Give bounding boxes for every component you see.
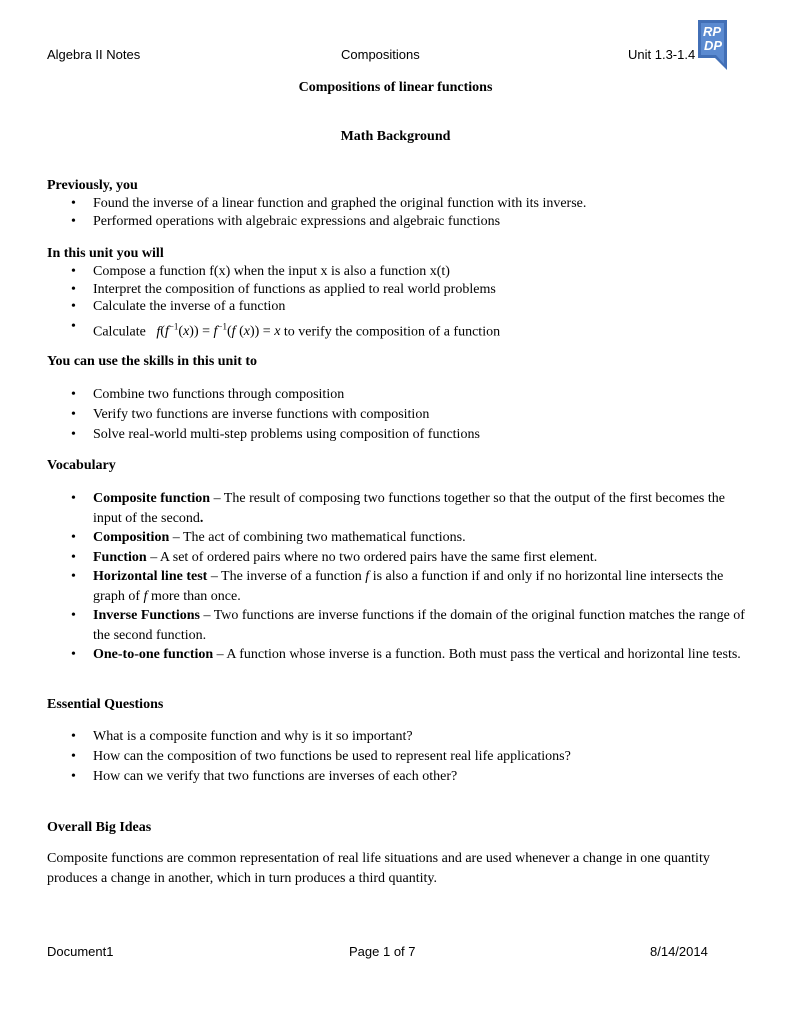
list-item: • Compose a function f(x) when the input x is also a function x(t) — [47, 263, 747, 281]
big-ideas-text: Composite functions are common representation of real life situations and are used whenever a change in one quantity produces a change in another, which in turn produces a third quantity. — [47, 851, 710, 886]
essential-list — [47, 727, 747, 787]
list-item-formula — [47, 316, 747, 344]
footer-center: Page 1 of 7 — [349, 944, 416, 959]
vocab-def: – Two functions are inverse functions if the domain of the original function matches the range of the second function. — [93, 608, 745, 643]
vocab-item — [47, 606, 747, 645]
previously-list — [47, 195, 747, 230]
logo-top-text: RP — [702, 24, 722, 39]
list-item: • Performed operations with algebraic expressions and algebraic functions — [47, 213, 747, 231]
list-item: • Interpret the composition of functions as applied to real world problems — [47, 281, 747, 299]
skills-list — [47, 385, 747, 445]
page-title: Compositions of linear functions — [298, 80, 493, 95]
list-item: • How can the composition of two functions be used to represent real life applications? — [47, 747, 747, 767]
vocab-term: Inverse Functions — [93, 608, 200, 623]
vocab-item — [47, 489, 747, 528]
essential-heading: Essential Questions — [47, 697, 164, 712]
list-item: • What is a composite function and why is it so important? — [47, 727, 747, 747]
rpdp-logo — [693, 18, 731, 72]
vocab-list — [47, 489, 747, 665]
vocab-term: One-to-one function — [93, 647, 214, 662]
vocab-math-f: f — [365, 569, 370, 584]
vocab-def: – The inverse of a function — [207, 569, 366, 584]
list-item: • Combine two functions through composition — [47, 385, 747, 405]
logo-bottom-text: DP — [703, 38, 723, 53]
list-item: • Calculate the inverse of a function — [47, 298, 747, 316]
page-subtitle: Math Background — [340, 129, 451, 144]
skills-heading: You can use the skills in this unit to — [47, 354, 258, 369]
vocab-item — [47, 567, 747, 606]
header-left: Algebra II Notes — [47, 47, 141, 62]
vocab-def: is also a function if and only if no horizontal line intersects the graph of — [93, 569, 724, 604]
vocab-item — [47, 645, 747, 665]
vocab-heading: Vocabulary — [47, 458, 116, 473]
list-item: • Verify two functions are inverse functions with composition — [47, 405, 747, 425]
vocab-def: – A set of ordered pairs where no two ordered pairs have the same first element. — [146, 549, 598, 565]
unit-list — [47, 263, 747, 343]
list-item: • Found the inverse of a linear function and graphed the original function with its inverse. — [47, 195, 747, 213]
vocab-tail: . — [199, 510, 204, 526]
vocab-def: – A function whose inverse is a function. Both must pass the vertical and horizontal line tests. — [213, 647, 741, 662]
vocab-term: Horizontal line test — [93, 569, 208, 584]
composition-formula: f — [149, 324, 161, 340]
footer-left: Document1 — [47, 944, 114, 959]
list-item: • How can we verify that two functions are inverses of each other? — [47, 767, 747, 787]
vocab-item — [47, 548, 747, 568]
vocab-term: Composite function — [93, 491, 211, 506]
vocab-term: Composition — [93, 530, 170, 545]
vocab-item — [47, 528, 747, 548]
vocab-def: – The result of composing two functions together so that the output of the first becomes the input of the second — [93, 491, 725, 526]
header-right: Unit 1.3-1.4 — [628, 47, 696, 62]
vocab-def: – The act of combining two mathematical functions. — [169, 530, 466, 545]
footer-right: 8/14/2014 — [650, 944, 708, 959]
vocab-math-f: f — [143, 588, 148, 604]
list-item: • Solve real-world multi-step problems using composition of functions — [47, 425, 747, 445]
calc-prefix: Calculate — [93, 324, 146, 340]
calc-suffix: to verify the composition of a function — [283, 324, 501, 340]
header-center: Compositions — [341, 47, 420, 62]
formula-rest: $(f^{-1}(x)) = f^{-1}(f$ (x)) = x — [160, 321, 281, 340]
vocab-term: Function — [93, 549, 147, 565]
vocab-def: more than once. — [147, 588, 241, 604]
big-ideas-heading: Overall Big Ideas — [47, 820, 152, 835]
unit-heading: In this unit you will — [47, 246, 164, 261]
previously-heading: Previously, you — [47, 178, 138, 193]
